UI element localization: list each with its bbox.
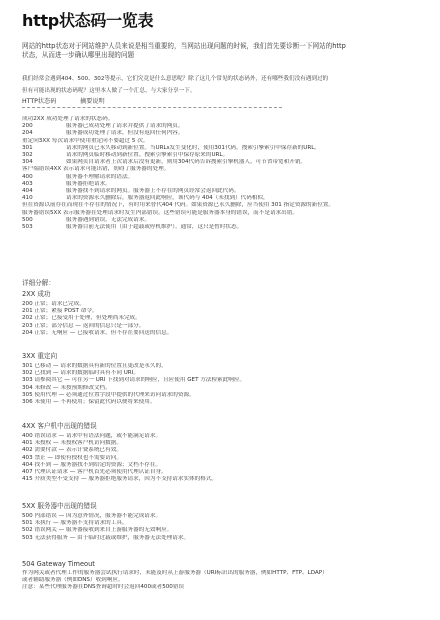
section-heading: 2XX 成功 [22,290,51,298]
section-item: 306 未使用 — 不再使用；保留此代码以便将来使用。 [22,399,156,406]
section-3xx [22,350,422,406]
summary-row [22,116,422,123]
summary-row [22,181,422,188]
summary-text: 客户端错误4XX 表示请求可能出错，妨碍了服务器的处理。 [22,166,170,173]
section-item: 407 代理认证请求 — 客户机首先必须使用代理认证自身。 [22,469,167,476]
section-item: 500 内部错误 — 因为意外情况，服务器不能完成请求。 [22,513,162,519]
section-item: 401 未授权 — 未授权客户机访问数据。 [22,440,122,447]
intro2-line: 但有可能出现的状态码呢？这里本人做了一个汇总，与大家分享一下。 [22,88,196,95]
summary-code: 403 [22,180,33,187]
summary-code: 304 [22,159,33,166]
summary-row [22,210,422,217]
summary-row [22,159,422,166]
section-item: 404 找不到 — 服务器找不到给定的资源；文档不存在。 [22,461,162,468]
summary-row [22,195,422,202]
summary-row [22,166,422,173]
summary-text: 服务器目前无法使用（由于超载或停机维护）。通常，这只是暂时状态。 [66,224,243,231]
summary-text: 服务器拒绝请求。 [66,180,111,187]
section-item: 302 已找到 — 请求的数据临时具有不同 URI。 [22,370,139,377]
section-item: 203 正常；部分信息 — 返回的信息只是一部分。 [22,322,145,329]
section-item: 400 错误请求 — 请求中有语法问题，或不能满足请求。 [22,433,162,439]
summary-code: 301 [22,144,33,151]
gateway-line: 作为网关或者代理工作的服务器尝试执行请求时，未能及时从上游服务器（URI标识出的服务器，例如HTTP、FTP、LDAP） [22,570,328,576]
summary-wrap-line: 但在资源以前存在而现在不存在的情况下，有时用来替代404 代码。如果资源已永久删除，应当使用 301 指定资源的新位置。 [22,202,334,209]
section-item: 501 未执行 — 服务器不支持请求的工具。 [22,520,128,527]
summary-code: 200 [22,123,33,130]
summary-text: 服务器成功处理了请求，但没有返回任何内容。 [66,130,184,137]
summary-row [22,138,422,145]
section-item: 303 请参阅其它 — 可在另一 URI 下找到对请求的响应，且应使用 GET 方法检索此响应。 [22,377,246,384]
summary-row [22,123,422,130]
section-heading: 5XX 服务器中出现的错误 [22,502,97,510]
page-title: http状态码一览表 [22,11,154,30]
summary-row [22,174,422,181]
summary-text: 服务器遇到错误，无法完成请求。 [66,216,150,223]
intro-line: 网站的http状态对于网站维护人员来说是相当重要的，当网站出现问题的时候，我们首先要诊断一下网站的http [22,42,346,50]
gateway-line: 或者辅助服务器（例如DNS）收到响应。 [22,577,124,584]
summary-code: 410 [22,195,33,202]
section-item: 305 使用代理 — 必须通过位置字段中提供的代理来访问请求的资源。 [22,391,195,398]
section-item: 202 正常；已接受用于处理，但处理尚未完成。 [22,315,141,322]
summary-code: 204 [22,130,33,137]
summary-text: 服务器已成功处理了请求并提供了请求的网页。 [66,123,184,130]
header-col-desc: 摘要说明 [79,98,105,105]
summary-row [22,152,422,159]
summary-text: 请求的资源永久删除后，服务器返回此响应。该代码与 404（未找到）代码相似， [66,195,269,202]
detail-heading: 详细分解： [22,278,55,287]
intro-paragraph [22,42,422,59]
section-item: 415 介质类型不受支持 — 服务器拒绝服务请求，因为不支持请求实体的格式。 [22,476,218,483]
section-heading: 4XX 客户机中出现的错误 [22,422,97,430]
summary-text: 重定向3XX 每次请求中使用重定向不要超过 5 次。 [22,137,149,144]
summary-text: 请求的网页临时移动到新位置。搜索引擎索引中保存原来的URL。 [66,152,229,159]
summary-list [22,116,422,231]
summary-code: 302 [22,152,33,159]
summary-row [22,224,422,231]
section-item: 402 需要付款 — 表示计费系统已有效。 [22,447,122,454]
section-item: 304 未修改 — 未按预期修改文档。 [22,384,111,391]
summary-text: 服务器找不到请求的网页。服务器上不存在的网页经常会返回此代码。 [66,188,240,195]
summary-table-header [22,96,422,111]
summary-code: 503 [22,224,33,231]
header-col-code: HTTP状态码 [22,98,57,105]
summary-text: 服务器错误5XX 表示服务器在处理请求时发生内部错误。这些错误可能是服务器本身的错误，而不是请求出错。 [22,209,298,216]
section-item: 200 正常；请求已完成。 [22,301,85,307]
summary-text: 成功2XX 成功处理了请求的状态码。 [22,116,114,122]
summary-row [22,217,422,224]
section-504 [22,560,422,592]
summary-row [22,130,422,137]
section-item: 201 正常；紧接 POST 命令。 [22,308,98,315]
summary-text: 请求的网页已永久移动到新位置。当URLs发生变化时，使用301代码。搜索引擎索引中保存新的URL。 [66,144,320,151]
section-heading: 504 Gateway Timeout [22,560,95,568]
summary-row [22,145,422,152]
section-4xx [22,420,422,483]
summary-row [22,188,422,195]
section-2xx [22,288,422,337]
intro-line: 状态，从而进一步确认哪里出现的问题 [22,50,135,59]
section-item: 301 已移动 — 请求的数据具有新的位置且更改是永久的。 [22,363,167,369]
summary-code: 500 [22,216,33,223]
section-item: 503 无法获得服务 — 由于临时过载或维护，服务器无法处理请求。 [22,534,190,541]
intro2-line: 我们经常会遇到404、500、302等提示，它们究竟是什么意思呢？除了这几个常见的状态码外，还有哪些我们没有遇到过的 [22,75,329,82]
section-item: 502 错误网关 — 服务器接收到来自上游服务器的无效响应。 [22,527,173,534]
section-item: 403 禁止 — 即使有授权也不需要访问。 [22,454,122,461]
section-heading: 3XX 重定向 [22,352,58,360]
header-divider [22,107,282,108]
summary-text: 服务器不理解请求的语法。 [66,173,134,180]
gateway-line: 注意：某些代理服务器在DNS查询超时时会返回400或者500错误 [22,584,185,591]
section-5xx [22,500,422,542]
summary-code: 400 [22,173,33,180]
summary-code: 404 [22,188,33,195]
section-item: 204 正常；无响应 — 已接收请求，但不存在要回送的信息。 [22,329,173,336]
summary-text: 如果网页自请求者上次请求后没有更新，则用304代码告诉搜索引擎机器人，可节省带宽和开销。 [66,159,307,166]
